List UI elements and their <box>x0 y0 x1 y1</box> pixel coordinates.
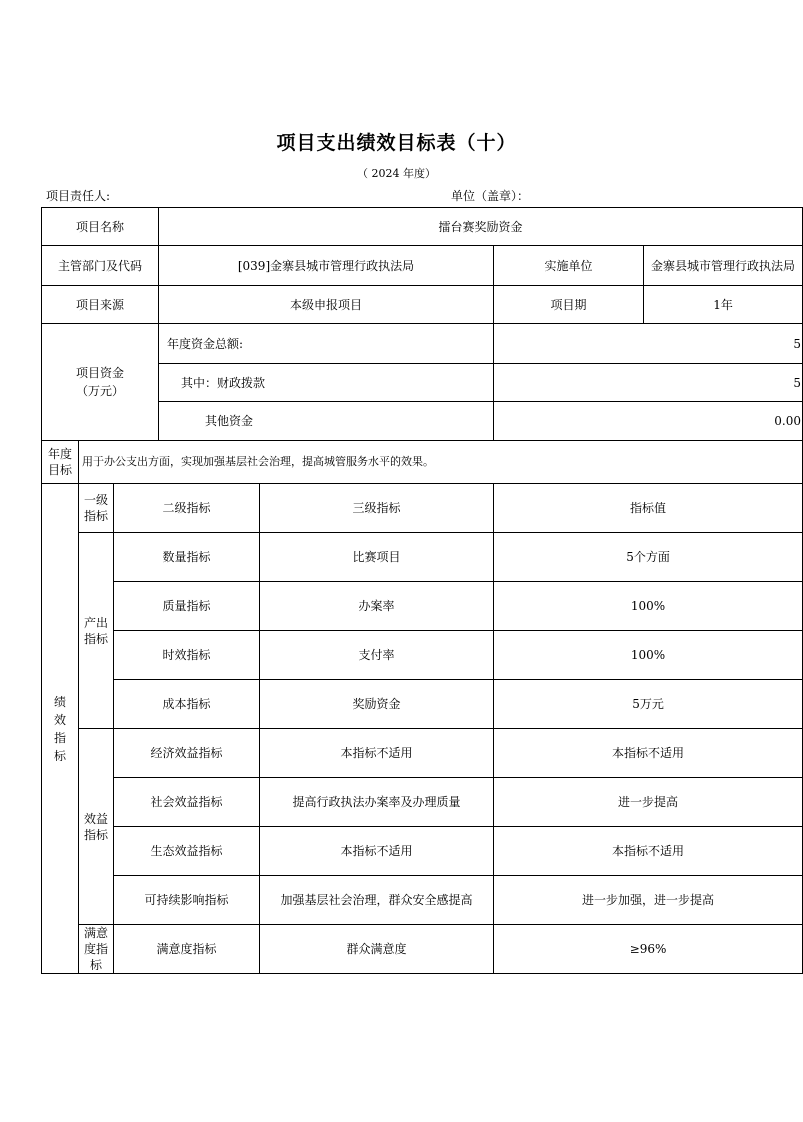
level2-cell: 社会效益指标 <box>114 778 260 827</box>
level3-cell: 办案率 <box>260 582 494 631</box>
funds-label-text: 项目资金 （万元） <box>75 366 124 398</box>
output-indicator-text: 产出 指标 <box>83 615 108 646</box>
level3-cell: 群众满意度 <box>260 925 494 974</box>
level2-cell: 质量指标 <box>114 582 260 631</box>
level3-cell: 比赛项目 <box>260 533 494 582</box>
level1-header <box>79 484 114 533</box>
level3-cell: 本指标不适用 <box>260 827 494 876</box>
level2-cell: 可持续影响指标 <box>114 876 260 925</box>
funds-total-label: 年度资金总额: <box>159 324 494 364</box>
table-row <box>42 827 803 876</box>
funds-other-value: 0.00 <box>494 402 803 441</box>
table-row <box>42 729 803 778</box>
level2-cell: 生态效益指标 <box>114 827 260 876</box>
project-name-label: 项目名称 <box>42 208 159 246</box>
level3-header: 三级指标 <box>260 484 494 533</box>
table-row <box>42 582 803 631</box>
value-cell: 进一步加强，进一步提高 <box>494 876 803 925</box>
funds-label <box>42 324 159 441</box>
level1-header-text: 一级 指标 <box>83 493 108 523</box>
table-row <box>42 778 803 827</box>
source-value: 本级申报项目 <box>159 286 494 324</box>
value-cell: 100% <box>494 582 803 631</box>
row-source <box>42 286 803 324</box>
impl-unit-value: 金寨县城市管理行政执法局 <box>644 246 803 286</box>
satisfaction-indicator-text: 满意 度指 标 <box>83 926 108 972</box>
value-cell: 本指标不适用 <box>494 827 803 876</box>
period-value: 1年 <box>644 286 803 324</box>
value-header: 指标值 <box>494 484 803 533</box>
level2-cell: 满意度指标 <box>114 925 260 974</box>
dept-label: 主管部门及代码 <box>42 246 159 286</box>
funds-total-value: 5 <box>494 324 803 364</box>
row-project-name <box>42 208 803 246</box>
dept-value: [039]金寨县城市管理行政执法局 <box>159 246 494 286</box>
goal-label <box>42 441 79 484</box>
benefit-indicator-text: 效益 指标 <box>83 811 108 842</box>
funds-fiscal-label: 其中：财政拨款 <box>159 364 494 402</box>
level3-cell: 本指标不适用 <box>260 729 494 778</box>
source-label: 项目来源 <box>42 286 159 324</box>
level3-cell: 奖励资金 <box>260 680 494 729</box>
page-title: 项目支出绩效目标表（十） <box>276 132 517 154</box>
row-indicator-header <box>42 484 803 533</box>
project-name-value: 擂台赛奖励资金 <box>159 208 803 246</box>
year-line: （ 2024 年度） <box>357 167 436 180</box>
table-row <box>42 876 803 925</box>
period-label: 项目期 <box>494 286 644 324</box>
indicators-section-label <box>42 484 79 974</box>
table-row <box>42 533 803 582</box>
table-row <box>42 631 803 680</box>
output-indicator-label <box>79 533 114 729</box>
value-cell: 5个方面 <box>494 533 803 582</box>
table-row <box>42 680 803 729</box>
funds-other-label: 其他资金 <box>159 402 494 441</box>
row-annual-goal <box>42 441 803 484</box>
table-row <box>42 925 803 974</box>
value-cell: 5万元 <box>494 680 803 729</box>
goal-label-text: 年度 目标 <box>47 447 72 477</box>
funds-fiscal-value: 5 <box>494 364 803 402</box>
benefit-indicator-label <box>79 729 114 925</box>
value-cell: ≥96% <box>494 925 803 974</box>
level3-cell: 支付率 <box>260 631 494 680</box>
value-cell: 进一步提高 <box>494 778 803 827</box>
level2-cell: 经济效益指标 <box>114 729 260 778</box>
level2-cell: 成本指标 <box>114 680 260 729</box>
row-department <box>42 246 803 286</box>
level2-cell: 时效指标 <box>114 631 260 680</box>
satisfaction-indicator-label <box>79 925 114 974</box>
goal-text: 用于办公支出方面，实现加强基层社会治理，提高城管服务水平的效果。 <box>79 441 803 484</box>
row-funds-total <box>42 324 803 364</box>
value-cell: 本指标不适用 <box>494 729 803 778</box>
unit-seal-label: 单位（盖章）： <box>451 189 530 203</box>
value-cell: 100% <box>494 631 803 680</box>
level2-cell: 数量指标 <box>114 533 260 582</box>
level3-cell: 加强基层社会治理，群众安全感提高 <box>260 876 494 925</box>
responsible-person-label: 项目责任人: <box>46 189 111 203</box>
performance-target-table <box>41 207 803 974</box>
indicators-section-text: 绩 效 指 标 <box>53 694 66 763</box>
impl-unit-label: 实施单位 <box>494 246 644 286</box>
level2-header: 二级指标 <box>114 484 260 533</box>
level3-cell: 提高行政执法办案率及办理质量 <box>260 778 494 827</box>
